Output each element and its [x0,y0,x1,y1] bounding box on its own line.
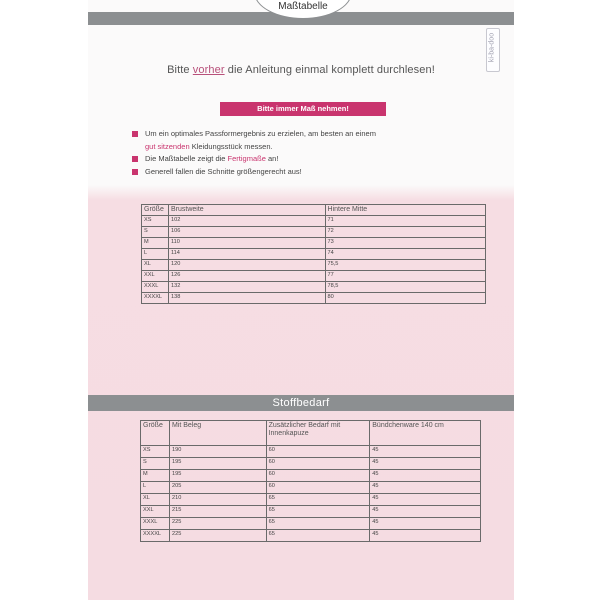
bullet-list [132,128,492,178]
table-cell: XXL [142,271,169,282]
bullet-text: Die Maßtabelle zeigt die [145,154,228,163]
table-cell: 75,5 [325,260,485,271]
bullet-text: Um ein optimales Passformergebnis zu erzielen, am besten an einem [145,129,376,138]
table-row [142,293,486,304]
table-cell: 60 [266,458,370,470]
table-row [142,271,486,282]
fabric-section-title: Stoffbedarf [88,395,514,411]
table-row [142,238,486,249]
table-cell: 45 [370,446,481,458]
table-cell: 60 [266,446,370,458]
table-cell: 72 [325,227,485,238]
bullet-square-icon [132,156,138,162]
table-row [141,446,481,458]
table-cell: 45 [370,458,481,470]
table-cell: 45 [370,518,481,530]
bullet-text: an! [265,154,279,163]
table-row [141,518,481,530]
table-row [142,249,486,260]
table-cell: 210 [169,494,266,506]
bullet-item [132,153,492,166]
column-header: Größe [141,421,170,446]
table-row [142,227,486,238]
table-cell: 190 [169,446,266,458]
intro-before: Bitte [167,64,193,76]
table-row [141,530,481,542]
column-header: Bündchenware 140 cm [370,421,481,446]
bullet-square-icon [132,131,138,137]
table-row [142,260,486,271]
bullet-square-icon [132,169,138,175]
table-cell: M [141,470,170,482]
table-cell: 45 [370,482,481,494]
table-cell: 65 [266,494,370,506]
table-cell: L [142,249,169,260]
table-row [141,494,481,506]
table-cell: XS [142,216,169,227]
table-cell: 114 [168,249,325,260]
table-cell: 45 [370,470,481,482]
size-table [141,204,486,304]
table-cell: 225 [169,518,266,530]
intro-text [88,64,514,76]
fabric-table [140,420,481,542]
column-header: Mit Beleg [169,421,266,446]
table-cell: XXL [141,506,170,518]
table-cell: 74 [325,249,485,260]
table-cell: 65 [266,518,370,530]
column-header: Brustweite [168,205,325,216]
table-cell: 45 [370,506,481,518]
table-row [141,458,481,470]
table-row [141,470,481,482]
table-cell: 195 [169,458,266,470]
table-cell: 205 [169,482,266,494]
bullet-text: Generell fallen die Schnitte größengerecht aus! [145,166,302,176]
table-cell: 195 [169,470,266,482]
table-cell: 120 [168,260,325,271]
table-cell: XXXXL [142,293,169,304]
brand-label: ki-ba-doo [488,32,496,63]
table-cell: 126 [168,271,325,282]
intro-after: die Anleitung einmal komplett durchlesen! [224,64,435,76]
table-cell: 225 [169,530,266,542]
table-cell: 65 [266,506,370,518]
table-cell: XXXL [142,282,169,293]
table-cell: 78,5 [325,282,485,293]
table-cell: XL [141,494,170,506]
table-cell: 102 [168,216,325,227]
bullet-text: Kleidungsstück messen. [189,141,273,151]
notice-banner: Bitte immer Maß nehmen! [220,102,386,116]
table-header-row [141,421,481,446]
table-cell: 60 [266,482,370,494]
table-cell: 71 [325,216,485,227]
table-row [141,482,481,494]
intro-emphasis: vorher [192,64,225,76]
column-header: Größe [142,205,169,216]
page-title: Maßtabelle [254,0,352,19]
table-header-row [142,205,486,216]
table-cell: 106 [168,227,325,238]
table-cell: 80 [325,293,485,304]
table-cell: 45 [370,494,481,506]
table-cell: 73 [325,238,485,249]
bullet-highlight: gut sitzenden [145,141,190,151]
table-cell: L [141,482,170,494]
column-header: Zusätzlicher Bedarf mit Innenkapuze [266,421,370,446]
table-row [142,282,486,293]
bullet-highlight: Fertigmaße [227,154,266,163]
table-row [141,506,481,518]
table-row [142,216,486,227]
table-cell: 132 [168,282,325,293]
table-cell: S [142,227,169,238]
table-cell: XXXXL [141,530,170,542]
table-cell: M [142,238,169,249]
table-cell: 138 [168,293,325,304]
table-cell: XXXL [141,518,170,530]
table-cell: 65 [266,530,370,542]
table-cell: 45 [370,530,481,542]
bullet-item [132,166,492,179]
bullet-item [132,128,492,153]
table-cell: XL [142,260,169,271]
table-cell: XS [141,446,170,458]
table-cell: 215 [169,506,266,518]
document-page [88,0,514,600]
table-cell: S [141,458,170,470]
column-header: Hintere Mitte [325,205,485,216]
table-cell: 110 [168,238,325,249]
table-cell: 77 [325,271,485,282]
table-cell: 60 [266,470,370,482]
